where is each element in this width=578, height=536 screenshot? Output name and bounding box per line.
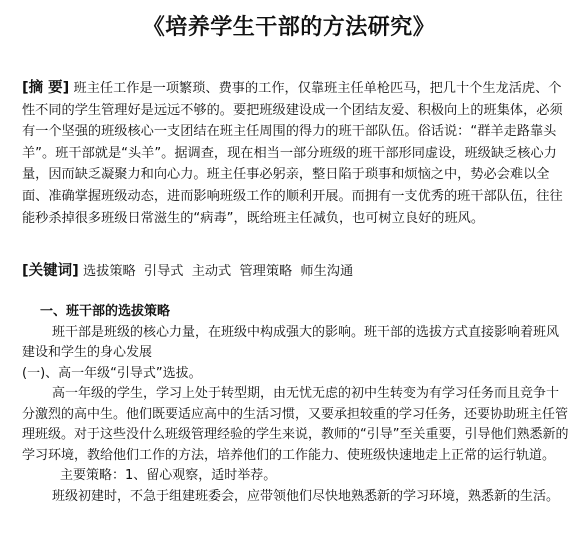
keyword-item: 管理策略 (239, 264, 293, 279)
keyword-item: 师生沟通 (300, 264, 354, 279)
keyword-item: 主动式 (191, 264, 232, 279)
abstract-tag: [摘 要] (22, 80, 70, 96)
abstract-block (22, 78, 570, 229)
subsection-heading: (一)、高一年级“引导式”选拔。 (22, 365, 202, 381)
section-intro: 班干部是班级的核心力量，在班级中构成强大的影响。班干部的选拔方式直接影响着班风建设和学生的身心发展 (22, 324, 560, 360)
section-1 (22, 302, 570, 507)
keyword-item: 选拔策略 (82, 264, 136, 279)
keywords-block (22, 262, 570, 281)
strategy-line: 主要策略：1、留心观察，适时举荐。 (60, 468, 277, 483)
section-heading: 一、班干部的选拔策略 (40, 304, 171, 319)
keyword-item: 引导式 (143, 264, 184, 279)
body-paragraph: 高一年级的学生，学习上处于转型期，由无忧无虑的初中生转变为有学习任务而且竞争十分激烈的高中生。他们既要适应高中的生活习惯，又要承担较重的学习任务，还要协助班主任管理班级。对于这些没什么班级管理经验的学生来说，教师的“引导”至关重要，引导他们熟悉新的学习环境，教给他们工作的方法，培养他们的工作能力、使班级快速地走上正常的运行轨道。 (22, 386, 569, 463)
keywords-tag: [关键词] (22, 263, 79, 279)
abstract-text: 班主任工作是一项繁琐、费事的工作，仅靠班主任单枪匹马，把几十个生龙活虎、个性不同的学生管理好是远远不够的。要把班级建设成一个团结友爱、积极向上的班集体，必须有一个坚强的班级核心一支团结在班主任周围的得力的班干部队伍。俗话说：“群羊走路靠头羊”。班干部就是“头羊”。据调查，现在相当一部分班级的班干部形同虚设，班级缺乏核心力量，因而缺乏凝聚力和向心力。班主任事必躬亲，整日陷于琐事和烦恼之中，势必会难以全面、准确掌握班级动态，进而影响班级工作的顺利开展。而拥有一支优秀的班干部队伍，往往能秒杀掉很多班级日常滋生的“病毒”，既给班主任减负，也可树立良好的班风。 (22, 81, 563, 226)
document-title: 《培养学生干部的方法研究》 (142, 14, 436, 40)
body-paragraph-cut: 班级初建时，不急于组建班委会，应带领他们尽快地熟悉新的学习环境，熟悉新的生活。 (52, 488, 560, 504)
